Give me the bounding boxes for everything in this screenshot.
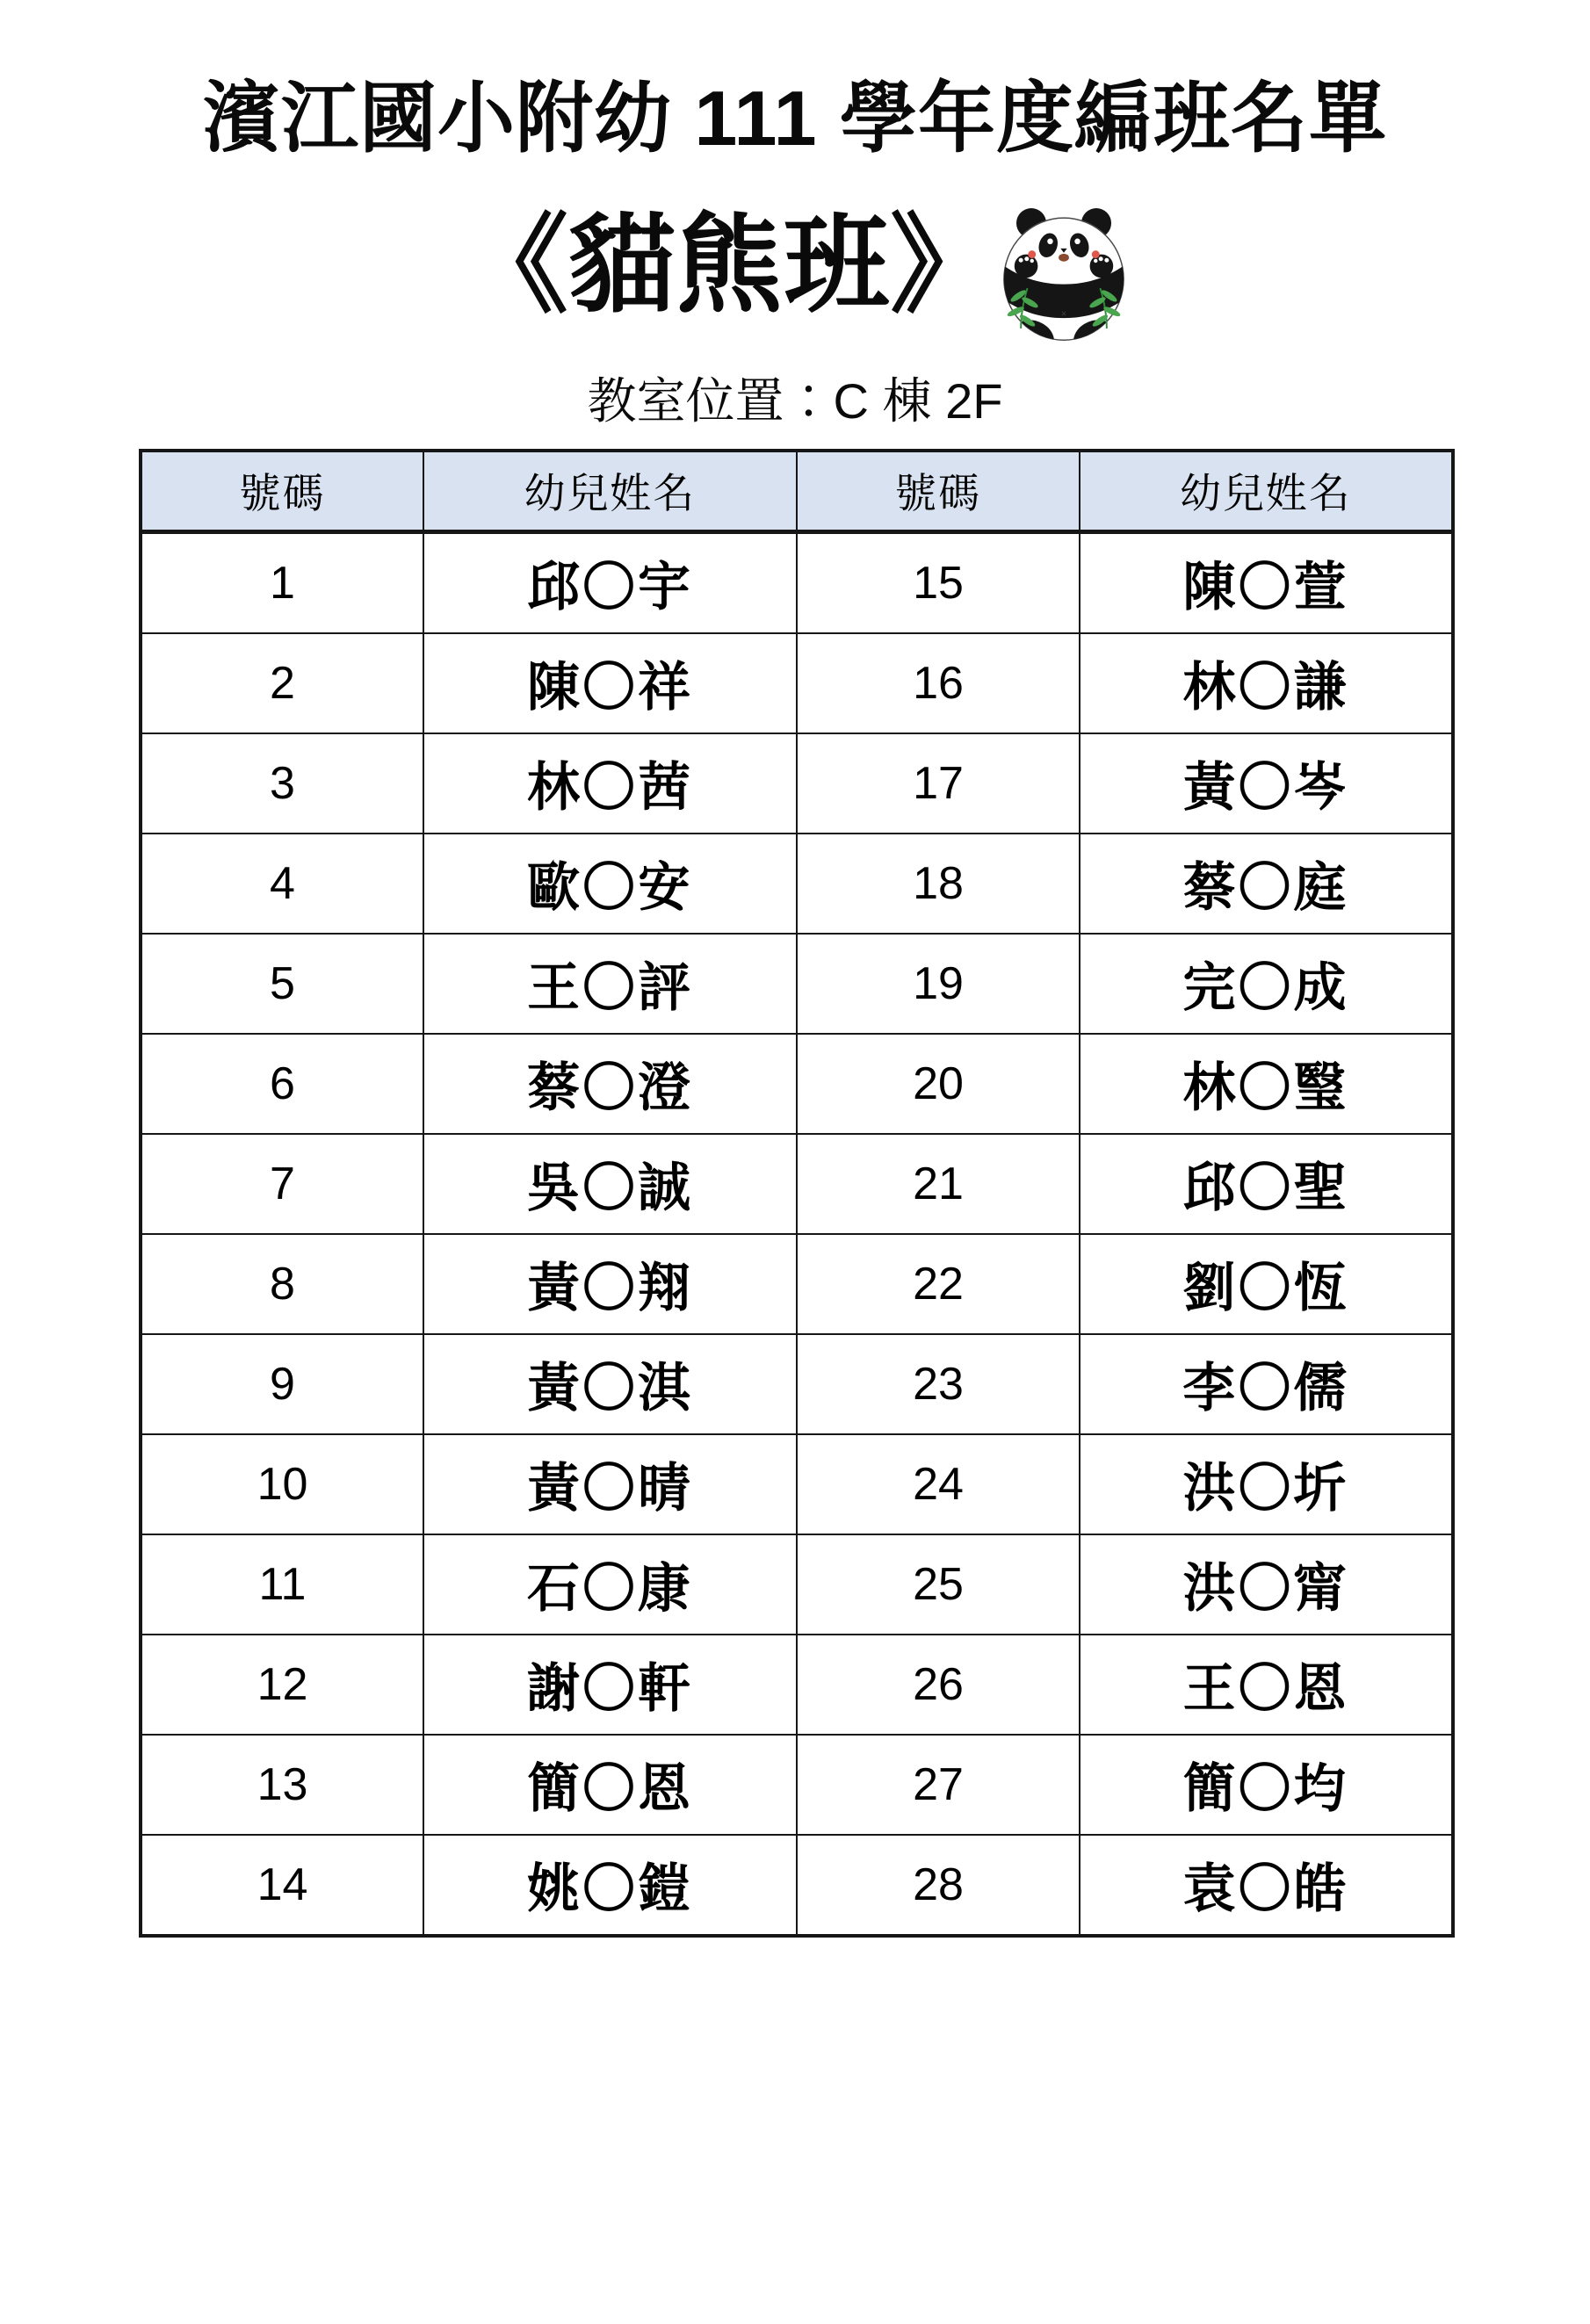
student-number-cell: 5: [141, 934, 423, 1034]
student-number-cell: 25: [797, 1534, 1080, 1635]
header-row: [141, 451, 1453, 532]
student-name-cell: 姚〇鎧: [423, 1835, 797, 1936]
student-number-cell: 9: [141, 1334, 423, 1434]
student-number-cell: 22: [797, 1234, 1080, 1334]
student-number-cell: 7: [141, 1134, 423, 1234]
table-row: [141, 834, 1453, 934]
student-name-cell: 邱〇宇: [423, 531, 797, 633]
class-name: 《貓熊班》: [461, 205, 997, 325]
table-row: [141, 1835, 1453, 1936]
student-number-cell: 6: [141, 1034, 423, 1134]
student-number-cell: 17: [797, 733, 1080, 834]
classroom-location: 教室位置：C 棟 2F: [587, 372, 1003, 429]
table-row: [141, 1234, 1453, 1334]
student-number-cell: 10: [141, 1434, 423, 1534]
student-number-cell: 2: [141, 633, 423, 733]
student-number-cell: 15: [797, 531, 1080, 633]
student-number-cell: 4: [141, 834, 423, 934]
student-name-cell: 吳〇誠: [423, 1134, 797, 1234]
student-number-cell: 23: [797, 1334, 1080, 1434]
student-name-cell: 林〇瑿: [1080, 1034, 1453, 1134]
student-name-cell: 陳〇祥: [423, 633, 797, 733]
roster-table-wrap: [139, 449, 1451, 1938]
student-name-cell: 黃〇淇: [423, 1334, 797, 1434]
roster-table-body: [141, 531, 1453, 1936]
student-number-cell: 28: [797, 1835, 1080, 1936]
table-row: [141, 1735, 1453, 1835]
table-row: [141, 1034, 1453, 1134]
table-row: [141, 1334, 1453, 1434]
student-name-cell: 簡〇恩: [423, 1735, 797, 1835]
roster-table: [139, 449, 1455, 1938]
student-name-cell: 劉〇恆: [1080, 1234, 1453, 1334]
student-number-cell: 24: [797, 1434, 1080, 1534]
student-name-cell: 黃〇翔: [423, 1234, 797, 1334]
class-name-row: [0, 199, 1590, 350]
student-name-cell: 石〇康: [423, 1534, 797, 1635]
student-name-cell: 陳〇萱: [1080, 531, 1453, 633]
student-name-cell: 完〇成: [1080, 934, 1453, 1034]
student-number-cell: 19: [797, 934, 1080, 1034]
student-number-cell: 18: [797, 834, 1080, 934]
header-number-right: 號碼: [797, 451, 1080, 532]
student-name-cell: 林〇謙: [1080, 633, 1453, 733]
student-name-cell: 洪〇甯: [1080, 1534, 1453, 1635]
page-title: 濱江國小附幼 111 學年度編班名單: [202, 75, 1387, 162]
table-row: [141, 1635, 1453, 1735]
student-number-cell: 16: [797, 633, 1080, 733]
table-row: [141, 1134, 1453, 1234]
table-row: [141, 733, 1453, 834]
header-name-right: 幼兒姓名: [1080, 451, 1453, 532]
student-number-cell: 1: [141, 531, 423, 633]
student-name-cell: 袁〇皓: [1080, 1835, 1453, 1936]
student-name-cell: 王〇恩: [1080, 1635, 1453, 1735]
student-number-cell: 26: [797, 1635, 1080, 1735]
student-number-cell: 21: [797, 1134, 1080, 1234]
student-name-cell: 王〇評: [423, 934, 797, 1034]
student-name-cell: 歐〇安: [423, 834, 797, 934]
header-name-left: 幼兒姓名: [423, 451, 797, 532]
student-name-cell: 邱〇聖: [1080, 1134, 1453, 1234]
student-name-cell: 謝〇軒: [423, 1635, 797, 1735]
student-name-cell: 洪〇圻: [1080, 1434, 1453, 1534]
student-name-cell: 林〇茜: [423, 733, 797, 834]
table-row: [141, 633, 1453, 733]
student-number-cell: 3: [141, 733, 423, 834]
student-number-cell: 13: [141, 1735, 423, 1835]
table-row: [141, 1534, 1453, 1635]
student-name-cell: 蔡〇澄: [423, 1034, 797, 1134]
student-name-cell: 蔡〇庭: [1080, 834, 1453, 934]
student-number-cell: 8: [141, 1234, 423, 1334]
student-name-cell: 簡〇均: [1080, 1735, 1453, 1835]
student-number-cell: 20: [797, 1034, 1080, 1134]
table-row: [141, 934, 1453, 1034]
student-name-cell: 李〇儒: [1080, 1334, 1453, 1434]
student-number-cell: 11: [141, 1534, 423, 1635]
student-number-cell: 14: [141, 1835, 423, 1936]
student-name-cell: 黃〇岑: [1080, 733, 1453, 834]
student-number-cell: 27: [797, 1735, 1080, 1835]
roster-page: [0, 76, 1590, 2324]
table-row: [141, 1434, 1453, 1534]
header-number-left: 號碼: [141, 451, 423, 532]
student-name-cell: 黃〇晴: [423, 1434, 797, 1534]
panda-icon: [999, 206, 1129, 345]
student-number-cell: 12: [141, 1635, 423, 1735]
table-row: [141, 531, 1453, 633]
